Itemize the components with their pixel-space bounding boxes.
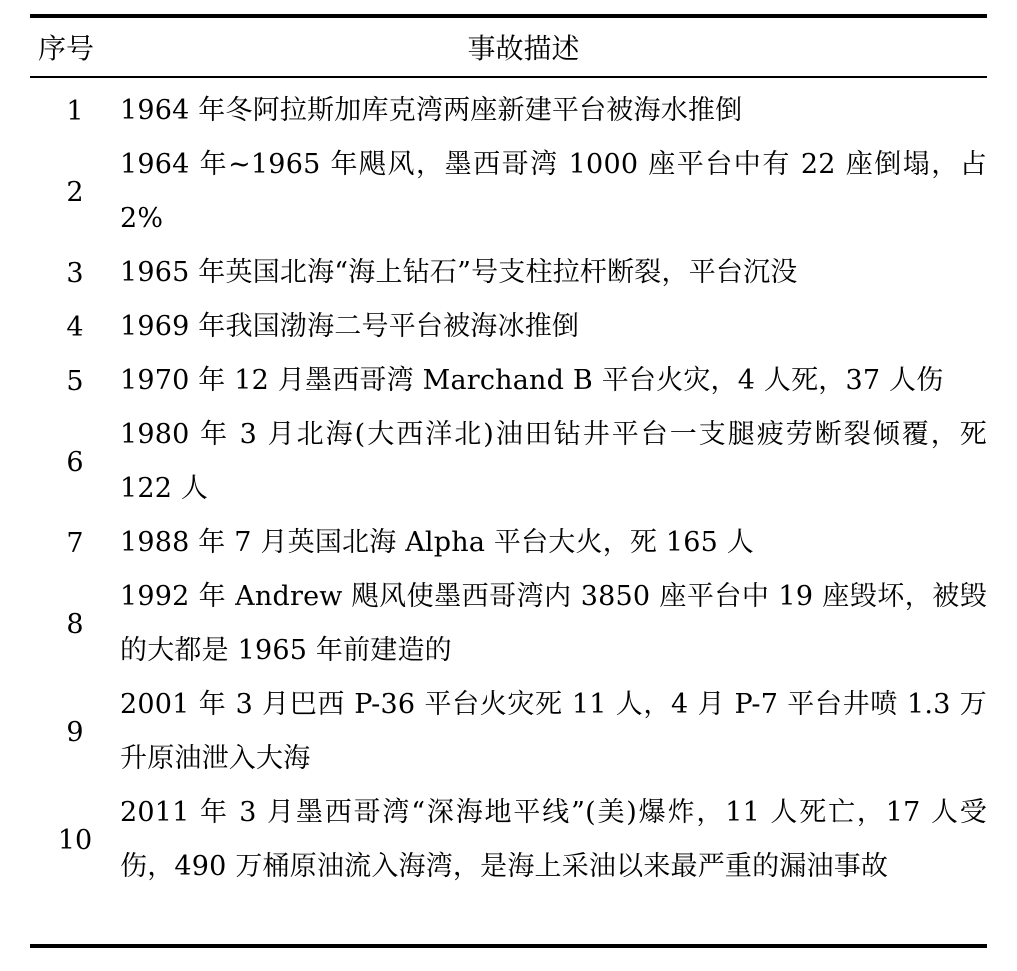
row-id: 1 [66, 95, 84, 127]
table-row [30, 138, 987, 246]
table-row [30, 300, 987, 354]
row-id: 2 [66, 176, 84, 208]
row-id: 7 [66, 527, 84, 559]
row-id: 4 [66, 311, 84, 343]
row-id: 10 [57, 824, 93, 856]
row-id: 3 [66, 257, 84, 289]
row-description: 1969 年我国渤海二号平台被海冰推倒 [120, 311, 580, 342]
row-description: 1970 年 12 月墨西哥湾 Marchand B 平台火灾，4 人死，37 人伤 [120, 365, 944, 396]
row-description: 1965 年英国北海“海上钻石”号支柱拉杆断裂，平台沉没 [120, 257, 798, 288]
table-row [30, 408, 987, 516]
row-description: 2001 年 3 月巴西 P-36 平台火灾死 11 人，4 月 P-7 平台井喷 1.3 万升原油泄入大海 [120, 689, 987, 774]
row-id: 6 [66, 446, 84, 478]
row-description: 1980 年 3 月北海(大西洋北)油田钻井平台一支腿疲劳断裂倾覆，死 122 人 [120, 419, 987, 504]
row-description: 1964 年~1965 年飓风，墨西哥湾 1000 座平台中有 22 座倒塌，占 2% [120, 149, 987, 234]
header-id: 序号 [38, 32, 95, 65]
row-id: 5 [66, 365, 84, 397]
table-row [30, 570, 987, 678]
row-id: 8 [66, 608, 84, 640]
table-row [30, 516, 987, 570]
table-row [30, 84, 987, 138]
table-row [30, 246, 987, 300]
table-row [30, 786, 987, 894]
row-description: 1988 年 7 月英国北海 Alpha 平台大火，死 165 人 [120, 527, 755, 558]
accident-table [30, 14, 987, 894]
table-row [30, 678, 987, 786]
row-description: 1992 年 Andrew 飓风使墨西哥湾内 3850 座平台中 19 座毁坏，被毁的大都是 1965 年前建造的 [120, 581, 987, 666]
row-description: 1964 年冬阿拉斯加库克湾两座新建平台被海水推倒 [120, 95, 743, 126]
header-description: 事故描述 [467, 32, 580, 65]
table-header [30, 18, 987, 76]
table-row [30, 354, 987, 408]
row-description: 2011 年 3 月墨西哥湾“深海地平线”(美)爆炸，11 人死亡，17 人受伤，490 万桶原油流入海湾，是海上采油以来最严重的漏油事故 [120, 797, 987, 882]
row-id: 9 [66, 716, 84, 748]
table-body [30, 78, 987, 894]
table-bottom-rule [30, 944, 987, 948]
